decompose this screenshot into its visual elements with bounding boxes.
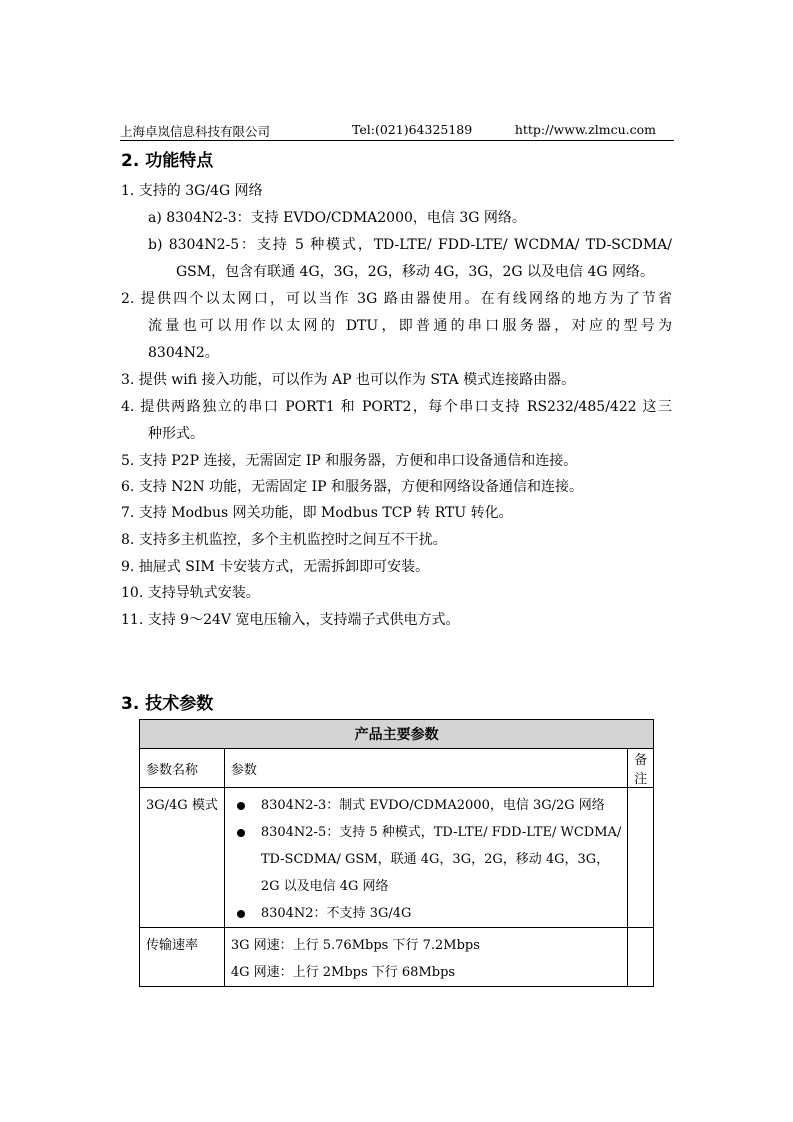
page-header (120, 122, 674, 141)
mode-line-5: 8304N2：不支持 3G/4G (260, 906, 412, 921)
mode-bullet-2 (231, 819, 621, 846)
mode-line-3: TD-SCDMA/ GSM，联通 4G，3G，2G，移动 4G，3G， (260, 852, 610, 867)
row-name-rate (140, 928, 225, 987)
table-caption: 产品主要参数 (140, 720, 654, 749)
header-param-name: 参数名称 (140, 749, 225, 788)
feature-1b-cont: GSM，包含有联通 4G，3G，2G，移动 4G，3G，2G 以及电信 4G 网络。 (176, 264, 654, 280)
rate-line-2: 4G 网速：上行 2Mbps 下行 68Mbps (230, 965, 456, 980)
header-note: 备注 (628, 749, 654, 788)
feature-10: 10. 支持导轨式安装。 (121, 585, 260, 601)
mode-line-4: 2G 以及电信 4G 网络 (260, 879, 389, 894)
header-company: 上海卓岚信息科技有限公司 (120, 124, 271, 139)
row-params-mode (224, 788, 627, 928)
table-row (140, 788, 654, 928)
params-table (139, 719, 654, 987)
bullet-dot-icon (237, 829, 245, 837)
bullet-dot-icon (237, 910, 245, 918)
header-param: 参数 (224, 749, 627, 788)
row-name-mode-text: 3G/4G 模式 (146, 798, 218, 813)
feature-8: 8. 支持多主机监控，多个主机监控时之间互不干扰。 (121, 532, 447, 548)
mode-line-1: 8304N2-3：制式 EVDO/CDMA2000，电信 3G/2G 网络 (260, 798, 605, 813)
mode-bullet-3 (231, 900, 621, 927)
feature-3: 3. 提供 wifi 接入功能，可以作为 AP 也可以作为 STA 模式连接路由器。 (121, 372, 576, 388)
feature-4-cont: 种形式。 (148, 426, 204, 442)
feature-9: 9. 抽屉式 SIM 卡安装方式，无需拆卸即可安装。 (121, 559, 430, 575)
feature-6: 6. 支持 N2N 功能，无需固定 IP 和服务器，方便和网络设备通信和连接。 (121, 479, 583, 495)
header-tel: Tel:(021)64325189 (352, 122, 473, 137)
feature-11: 11. 支持 9～24V 宽电压输入，支持端子式供电方式。 (121, 612, 460, 628)
feature-1: 1. 支持的 3G/4G 网络 (121, 183, 263, 199)
section-3-title: 3. 技术参数 (121, 694, 214, 714)
row-name-rate-text: 传输速率 (146, 938, 199, 953)
mode-line-2: 8304N2-5：支持 5 种模式，TD-LTE/ FDD-LTE/ WCDMA/ (260, 825, 622, 840)
section-2-title: 2. 功能特点 (121, 151, 214, 171)
row-note-mode (628, 788, 654, 928)
row-name-mode (140, 788, 225, 928)
header-url: http://www.zlmcu.com (514, 122, 656, 137)
feature-1b: b) 8304N2-5：支持 5 种模式，TD-LTE/ FDD-LTE/ WCDMA/ TD-SCDMA/ (148, 237, 672, 253)
feature-2-cont-2: 8304N2。 (148, 345, 219, 361)
row-params-rate (224, 928, 627, 987)
feature-4: 4. 提供两路独立的串口 PORT1 和 PORT2，每个串口支持 RS232/485/422 这三 (121, 399, 672, 415)
table-row (140, 928, 654, 987)
feature-1a: a) 8304N2-3：支持 EVDO/CDMA2000，电信 3G 网络。 (148, 210, 526, 226)
row-note-rate (628, 928, 654, 987)
mode-bullet-1 (231, 792, 621, 819)
table-header-row (140, 749, 654, 788)
feature-2: 2. 提供四个以太网口，可以当作 3G 路由器使用。在有线网络的地方为了节省 (121, 291, 672, 307)
feature-2-cont: 流量也可以用作以太网的 DTU，即普通的串口服务器，对应的型号为 (148, 318, 672, 334)
feature-7: 7. 支持 Modbus 网关功能，即 Modbus TCP 转 RTU 转化。 (121, 505, 513, 521)
feature-5: 5. 支持 P2P 连接，无需固定 IP 和服务器，方便和串口设备通信和连接。 (121, 453, 578, 469)
bullet-dot-icon (237, 802, 245, 810)
rate-line-1: 3G 网速：上行 5.76Mbps 下行 7.2Mbps (230, 938, 480, 953)
